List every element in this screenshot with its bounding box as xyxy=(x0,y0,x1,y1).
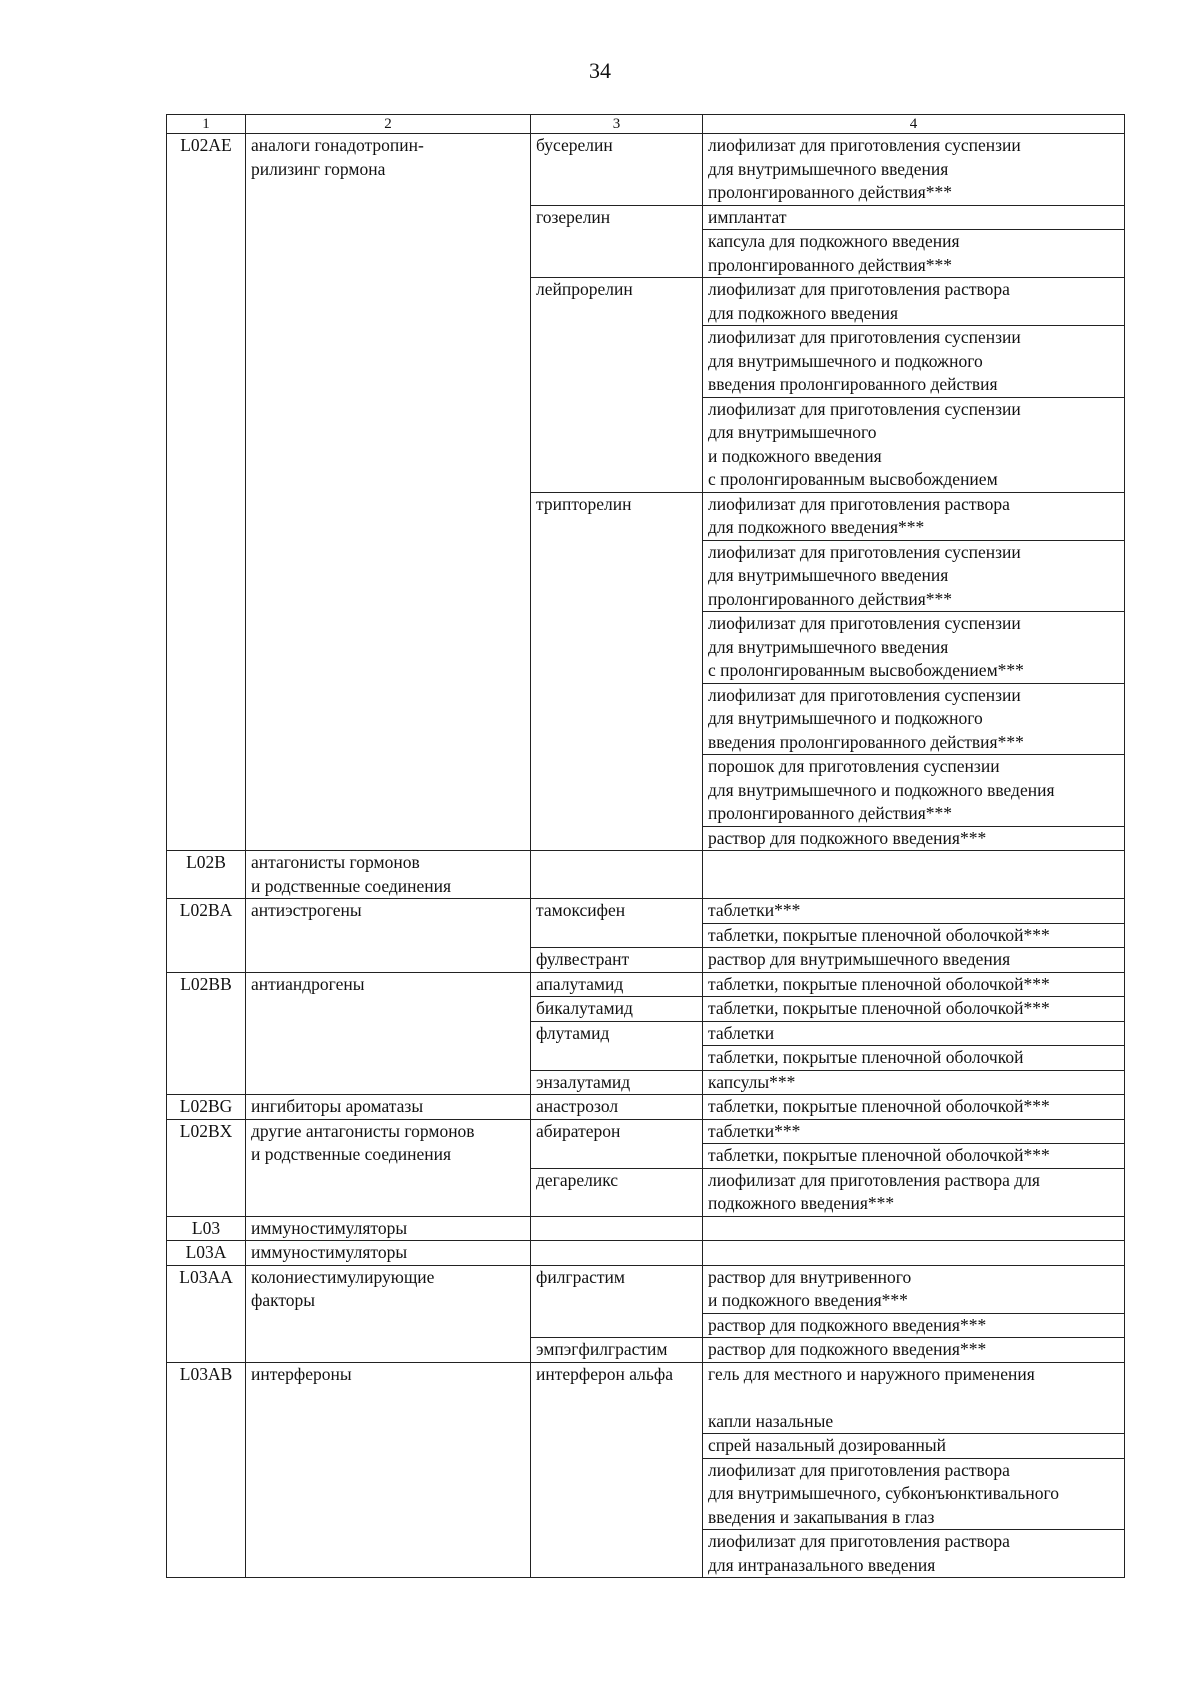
dosage-form: гель для местного и наружного применения капли назальные xyxy=(703,1362,1125,1434)
header-cell: 1 xyxy=(167,115,246,134)
drug-name: гозерелин xyxy=(531,205,703,278)
drug-name xyxy=(531,1216,703,1241)
dosage-form: таблетки, покрытые пленочной оболочкой xyxy=(703,1046,1125,1071)
dosage-form: лиофилизат для приготовления раствора для интраназального введения xyxy=(703,1530,1125,1578)
atc-code: L02B xyxy=(167,851,246,899)
group-name: аналоги гонадотропин- рилизинг гормона xyxy=(246,134,531,851)
dosage-form: раствор для подкожного введения*** xyxy=(703,1338,1125,1363)
drug-name: анастрозол xyxy=(531,1095,703,1120)
drug-name: фулвестрант xyxy=(531,948,703,973)
group-name: интерфероны xyxy=(246,1362,531,1578)
dosage-form: таблетки, покрытые пленочной оболочкой*** xyxy=(703,972,1125,997)
dosage-form: лиофилизат для приготовления раствора для подкожного введения*** xyxy=(703,1168,1125,1216)
drug-name xyxy=(531,851,703,899)
drug-name: флутамид xyxy=(531,1021,703,1070)
drug-name: лейпрорелин xyxy=(531,278,703,493)
drug-name: апалутамид xyxy=(531,972,703,997)
atc-code: L02AE xyxy=(167,134,246,851)
drug-name: дегареликс xyxy=(531,1168,703,1216)
dosage-form: лиофилизат для приготовления раствора для внутримышечного, субконъюнктивального введения и закапывания в глаз xyxy=(703,1458,1125,1530)
dosage-form: порошок для приготовления суспензии для внутримышечного и подкожного введения пролонгированного действия*** xyxy=(703,755,1125,827)
drug-name: бусерелин xyxy=(531,134,703,206)
drug-name: бикалутамид xyxy=(531,997,703,1022)
group-name: другие антагонисты гормонов и родственные соединения xyxy=(246,1119,531,1216)
table-row xyxy=(167,972,1125,997)
drug-name: абиратерон xyxy=(531,1119,703,1168)
dosage-form: лиофилизат для приготовления суспензии для внутримышечного и подкожного введения пролонгированного действия*** xyxy=(703,683,1125,755)
dosage-form: раствор для подкожного введения*** xyxy=(703,826,1125,851)
dosage-form: лиофилизат для приготовления суспензии для внутримышечного и подкожного введения с пролонгированным высвобождением xyxy=(703,397,1125,492)
drug-name: трипторелин xyxy=(531,492,703,851)
dosage-form: таблетки xyxy=(703,1021,1125,1046)
table-row xyxy=(167,1119,1125,1144)
drug-name: интерферон альфа xyxy=(531,1362,703,1578)
atc-code: L03A xyxy=(167,1241,246,1266)
atc-code: L03 xyxy=(167,1216,246,1241)
dosage-form xyxy=(703,1216,1125,1241)
dosage-form: таблетки, покрытые пленочной оболочкой*** xyxy=(703,923,1125,948)
atc-code: L02BB xyxy=(167,972,246,1095)
group-name: антиэстрогены xyxy=(246,899,531,973)
dosage-form: таблетки, покрытые пленочной оболочкой*** xyxy=(703,1095,1125,1120)
atc-code: L02BG xyxy=(167,1095,246,1120)
dosage-form: раствор для внутримышечного введения xyxy=(703,948,1125,973)
dosage-form: лиофилизат для приготовления суспензии для внутримышечного введения пролонгированного действия*** xyxy=(703,540,1125,612)
atc-code: L03AA xyxy=(167,1265,246,1362)
table-row xyxy=(167,851,1125,899)
drug-table-body xyxy=(167,115,1125,1578)
atc-code: L03AB xyxy=(167,1362,246,1578)
header-cell: 3 xyxy=(531,115,703,134)
header-cell: 2 xyxy=(246,115,531,134)
dosage-form xyxy=(703,851,1125,899)
dosage-form: лиофилизат для приготовления суспензии для внутримышечного введения пролонгированного действия*** xyxy=(703,134,1125,206)
table-row xyxy=(167,899,1125,924)
table-row xyxy=(167,1216,1125,1241)
group-name: антагонисты гормонов и родственные соединения xyxy=(246,851,531,899)
dosage-form: таблетки*** xyxy=(703,1119,1125,1144)
drug-name xyxy=(531,1241,703,1266)
dosage-form: таблетки, покрытые пленочной оболочкой*** xyxy=(703,1144,1125,1169)
dosage-form: таблетки*** xyxy=(703,899,1125,924)
page-number: 34 xyxy=(589,58,611,83)
drug-name: тамоксифен xyxy=(531,899,703,948)
group-name: антиандрогены xyxy=(246,972,531,1095)
drug-name: филграстим xyxy=(531,1265,703,1338)
dosage-form: капсула для подкожного введения пролонгированного действия*** xyxy=(703,230,1125,278)
table-header-row xyxy=(167,115,1125,134)
table-row xyxy=(167,134,1125,206)
group-name: иммуностимуляторы xyxy=(246,1216,531,1241)
table-row xyxy=(167,1095,1125,1120)
dosage-form: лиофилизат для приготовления раствора для подкожного введения xyxy=(703,278,1125,326)
header-cell: 4 xyxy=(703,115,1125,134)
drug-table xyxy=(166,114,1125,1578)
dosage-form: лиофилизат для приготовления раствора для подкожного введения*** xyxy=(703,492,1125,540)
atc-code: L02BA xyxy=(167,899,246,973)
dosage-form: имплантат xyxy=(703,205,1125,230)
drug-name: энзалутамид xyxy=(531,1070,703,1095)
table-row xyxy=(167,1362,1125,1434)
group-name: иммуностимуляторы xyxy=(246,1241,531,1266)
dosage-form: спрей назальный дозированный xyxy=(703,1434,1125,1459)
table-row xyxy=(167,1241,1125,1266)
dosage-form: раствор для внутривенного и подкожного введения*** xyxy=(703,1265,1125,1313)
atc-code: L02BX xyxy=(167,1119,246,1216)
dosage-form: капсулы*** xyxy=(703,1070,1125,1095)
dosage-form: лиофилизат для приготовления суспензии для внутримышечного введения с пролонгированным высвобождением*** xyxy=(703,612,1125,684)
table-row xyxy=(167,1265,1125,1313)
dosage-form: раствор для подкожного введения*** xyxy=(703,1313,1125,1338)
dosage-form: лиофилизат для приготовления суспензии для внутримышечного и подкожного введения пролонгированного действия xyxy=(703,326,1125,398)
dosage-form xyxy=(703,1241,1125,1266)
drug-name: эмпэгфилграстим xyxy=(531,1338,703,1363)
group-name: ингибиторы ароматазы xyxy=(246,1095,531,1120)
dosage-form: таблетки, покрытые пленочной оболочкой*** xyxy=(703,997,1125,1022)
group-name: колониестимулирующие факторы xyxy=(246,1265,531,1362)
